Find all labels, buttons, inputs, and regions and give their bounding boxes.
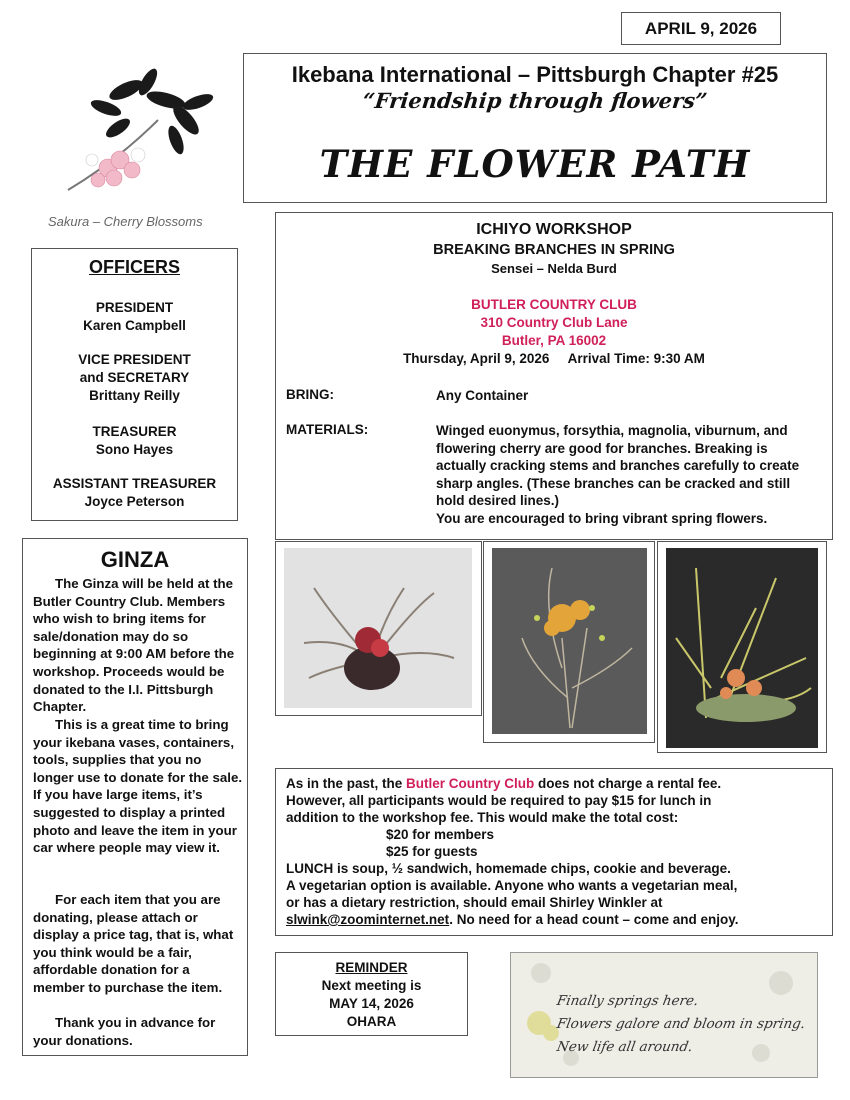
ginza-paragraph: This is a great time to bring your ikebana vases, containers, tools, supplies that you no longer use to donate for the sale. If you have large items, it’s suggested to display a printed photo and leave the item in your car where people may view it. — [33, 717, 243, 856]
poem-line: Flowers galore and bloom in spring. — [555, 1016, 807, 1032]
venue-name: BUTLER COUNTRY CLUB — [471, 297, 637, 312]
member-fee: $20 for members — [386, 827, 495, 842]
art-caption: Sakura – Cherry Blossoms — [48, 214, 203, 229]
reminder-school: OHARA — [346, 1014, 397, 1029]
arrangement-photo-3 — [657, 541, 827, 753]
ginza-panel — [22, 538, 248, 1056]
materials-label: MATERIALS: — [286, 422, 369, 437]
venue-address: 310 Country Club Lane — [480, 315, 628, 330]
officer-role: ASSISTANT TREASURER — [52, 476, 217, 491]
workshop-title: ICHIYO WORKSHOP — [476, 221, 632, 238]
officer-role: VICE PRESIDENT — [78, 352, 191, 367]
workshop-subtitle: BREAKING BRANCHES IN SPRING — [433, 242, 675, 258]
floral-background-image — [511, 953, 817, 1077]
reminder-panel — [275, 952, 468, 1036]
fees-line — [286, 775, 826, 792]
materials-note: You are encouraged to bring vibrant spring flowers. — [436, 511, 768, 526]
workshop-datetime: Thursday, April 9, 2026 Arrival Time: 9:30 AM — [403, 351, 705, 366]
fees-rental: does not charge a rental fee. — [534, 776, 722, 791]
dietary-note: or has a dietary restriction, should email Shirley Winkler at — [286, 895, 663, 910]
bring-value: Any Container — [436, 388, 529, 403]
organization-name: Ikebana International – Pittsburgh Chapter #25 — [291, 62, 779, 87]
officer-name: Brittany Reilly — [89, 388, 180, 403]
fees-venue: Butler Country Club — [406, 776, 535, 791]
venue-city: Butler, PA 16002 — [501, 333, 607, 348]
officer-name: Joyce Peterson — [84, 494, 185, 509]
masthead — [243, 53, 827, 203]
fees-line: addition to the workshop fee. This would make the total cost: — [286, 810, 679, 825]
officers-title: OFFICERS — [88, 257, 180, 277]
ginza-paragraph: The Ginza will be held at the Butler Country Club. Members who wish to bring items for sale/donation may do so beginning at 9:00 AM before the workshop. Proceeds would be donated to the I.I. Pittsburgh Chapter. — [33, 576, 235, 715]
officer-role: and SECRETARY — [79, 370, 190, 385]
poem-line: New life all around. — [555, 1039, 694, 1055]
reminder-line: Next meeting is — [321, 978, 422, 993]
motto: “Friendship through flowers” — [361, 88, 709, 113]
branch-arrangement-image — [284, 548, 472, 708]
fees-intro: As in the past, the — [286, 776, 407, 791]
officer-role: PRESIDENT — [95, 300, 174, 315]
materials-value: Winged euonymus, forsythia, magnolia, viburnum, and flowering cherry are good for branches. Breaking is actually cracking stems and branches carefully to create sharp angles. (These branches can be cracked and still hold desired lines.) — [436, 423, 800, 508]
arrangement-photo-1 — [275, 541, 482, 716]
guest-fee: $25 for guests — [386, 844, 478, 859]
issue-date: APRIL 9, 2026 — [644, 18, 758, 38]
fees-panel — [275, 768, 833, 936]
poem-line: Finally springs here. — [555, 993, 700, 1009]
newsletter-title: THE FLOWER PATH — [319, 142, 751, 186]
lunch-menu: LUNCH is soup, ½ sandwich, homemade chips, cookie and beverage. — [286, 861, 731, 876]
officers-panel — [31, 248, 238, 521]
bring-label: BRING: — [286, 387, 334, 402]
workshop-panel — [275, 212, 833, 540]
cherry-blossom-illustration — [48, 60, 228, 210]
ginza-title: GINZA — [100, 547, 170, 572]
willow-arrangement-image — [666, 548, 818, 748]
ginza-paragraph: Thank you in advance for your donations. — [33, 1015, 216, 1048]
officer-name: Karen Campbell — [83, 318, 186, 333]
workshop-sensei: Sensei – Nelda Burd — [491, 261, 617, 276]
reminder-title: REMINDER — [335, 960, 408, 975]
ginza-paragraph: For each item that you are donating, please attach or display a price tag, that is, what you think would be a fair, affordable donation for a member to purchase the item. — [33, 892, 234, 995]
officer-name: Sono Hayes — [95, 442, 174, 457]
contact-email-link[interactable]: slwink@zoominternet.net — [286, 912, 450, 927]
vegetarian-note: A vegetarian option is available. Anyone who wants a vegetarian meal, — [286, 878, 738, 893]
reminder-date: MAY 14, 2026 — [329, 996, 414, 1011]
officer-role: TREASURER — [92, 424, 177, 439]
arrangement-photo-2 — [483, 541, 655, 743]
closing-note: . No need for a head count – come and enjoy. — [449, 912, 739, 927]
haiku-card — [510, 952, 818, 1078]
fees-line: However, all participants would be required to pay $15 for lunch in — [286, 793, 712, 808]
forsythia-arrangement-image — [492, 548, 647, 734]
contact-line — [286, 911, 826, 928]
date-box — [621, 12, 781, 45]
